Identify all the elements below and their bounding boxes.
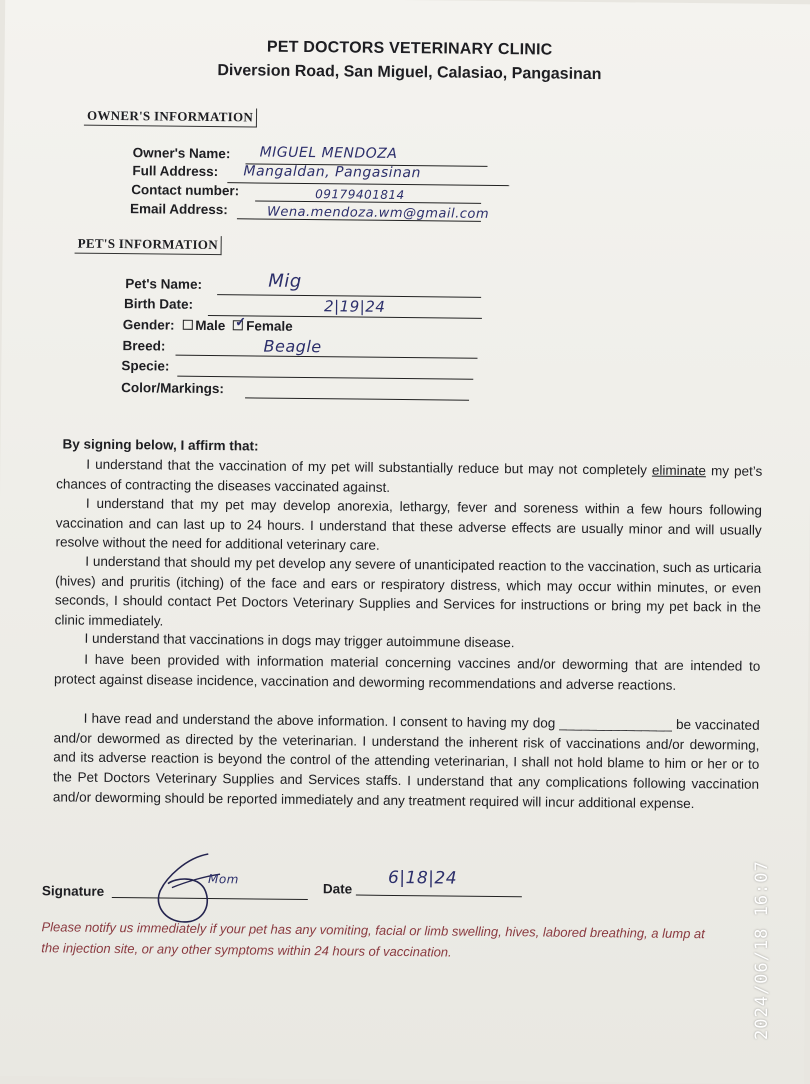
- color-markings-line: [245, 397, 469, 400]
- clinic-address: Diversion Road, San Miguel, Calasiao, Pangasinan: [217, 62, 602, 84]
- check-mark-icon: ✓: [235, 314, 247, 330]
- breed-value: Beagle: [263, 336, 322, 357]
- dog-name-blank[interactable]: _______________: [559, 715, 673, 732]
- email-value: Wena.mendoza.wm@gmail.com: [266, 204, 490, 222]
- owner-section-title: OWNER'S INFORMATION: [84, 107, 257, 128]
- color-markings-label: Color/Markings:: [121, 380, 225, 397]
- breed-label: Breed:: [122, 338, 166, 354]
- specie-label: Specie:: [121, 358, 170, 374]
- affirm-paragraph-6: I have read and understand the above information. I consent to having my dog _______________ be vaccinated and/or dewormed as directed by the veterinarian. I understand the inherent risk of vaccinations and/or deworming, and its adverse reaction is beyond the control of the attending veterinarian, I shall not hold blame to him or her or to the Pet Doctors Veterinary Supplies and Services staffs. I understand that any complications following vaccination and/or deworming should be reported immediately and any treatment required will incur additional expense.: [52, 710, 760, 811]
- notice-text: Please notify us immediately if your pet has any vomiting, facial or limb swelling, hives, labored breathing, a lump at the injection site, or any other symptoms within 24 hours of vaccination.: [41, 919, 705, 960]
- pet-name-label: Pet's Name:: [125, 276, 203, 292]
- female-label: Female: [246, 318, 293, 334]
- owner-name-label: Owner's Name:: [132, 145, 231, 162]
- date-line[interactable]: [356, 895, 522, 898]
- female-checkbox[interactable]: [233, 314, 247, 330]
- affirm-paragraph-4: I understand that vaccinations in dogs may trigger autoimmune disease.: [84, 630, 515, 651]
- address-value: Mangaldan, Pangasinan: [243, 163, 422, 182]
- specie-line: [177, 376, 473, 380]
- breed-line: [175, 355, 477, 359]
- email-label: Email Address:: [129, 201, 228, 218]
- address-label: Full Address:: [132, 163, 219, 180]
- gender-label: Gender:: [122, 317, 175, 333]
- affirm-paragraph-2: I understand that my pet may develop anorexia, lethargy, fever and soreness within a few hours following vaccination and can last up to 24 hours. I understand that these adverse effects are usually minor and will usually resolve without the need for additional veterinary care.: [55, 495, 762, 554]
- affirm-paragraph-5: I have been provided with information material concerning vaccines and/or deworming that are intended to protect against disease incidence, vaccination and deworming recommendations and adverse reactions.: [54, 651, 761, 693]
- address-line: [227, 182, 509, 186]
- clinic-name: PET DOCTORS VETERINARY CLINIC: [266, 38, 553, 59]
- male-label: Male: [195, 317, 226, 334]
- date-value: 6|18|24: [387, 867, 458, 889]
- gender-row: [122, 314, 293, 334]
- affirm-paragraph-1: I understand that the vaccination of my pet will substantially reduce but may not completely eliminate my pet’s chances of contracting the diseases vaccinated against.: [56, 456, 763, 495]
- contact-value: 09179401814: [315, 187, 405, 203]
- male-checkbox[interactable]: [182, 320, 192, 330]
- pet-name-value: Mig: [268, 270, 302, 292]
- signature-text: Mom: [207, 872, 239, 887]
- birth-date-value: 2|19|24: [323, 297, 386, 316]
- photo-timestamp: 2024/06/18 16:07: [752, 860, 772, 1040]
- signature-label: Signature: [41, 883, 105, 899]
- contact-label: Contact number:: [131, 182, 240, 199]
- date-label: Date: [322, 881, 353, 897]
- eliminate-word: eliminate: [651, 462, 707, 479]
- pet-section-title: PET'S INFORMATION: [75, 235, 222, 256]
- affirm-title: By signing below, I affirm that:: [62, 436, 259, 454]
- affirm-paragraph-3: I understand that should my pet develop any severe of unanticipated reaction to the vaccination, such as urticaria (hives) and pruritis (itching) of the face and ears or respiratory distress, which may occur within minutes, or even seconds, I should contact Pet Doctors Veterinary Supplies and Services for instructions or bring my pet back in the clinic immediately.: [54, 553, 762, 629]
- birth-date-label: Birth Date:: [123, 296, 194, 312]
- owner-name-value: MIGUEL MENDOZA: [259, 144, 398, 162]
